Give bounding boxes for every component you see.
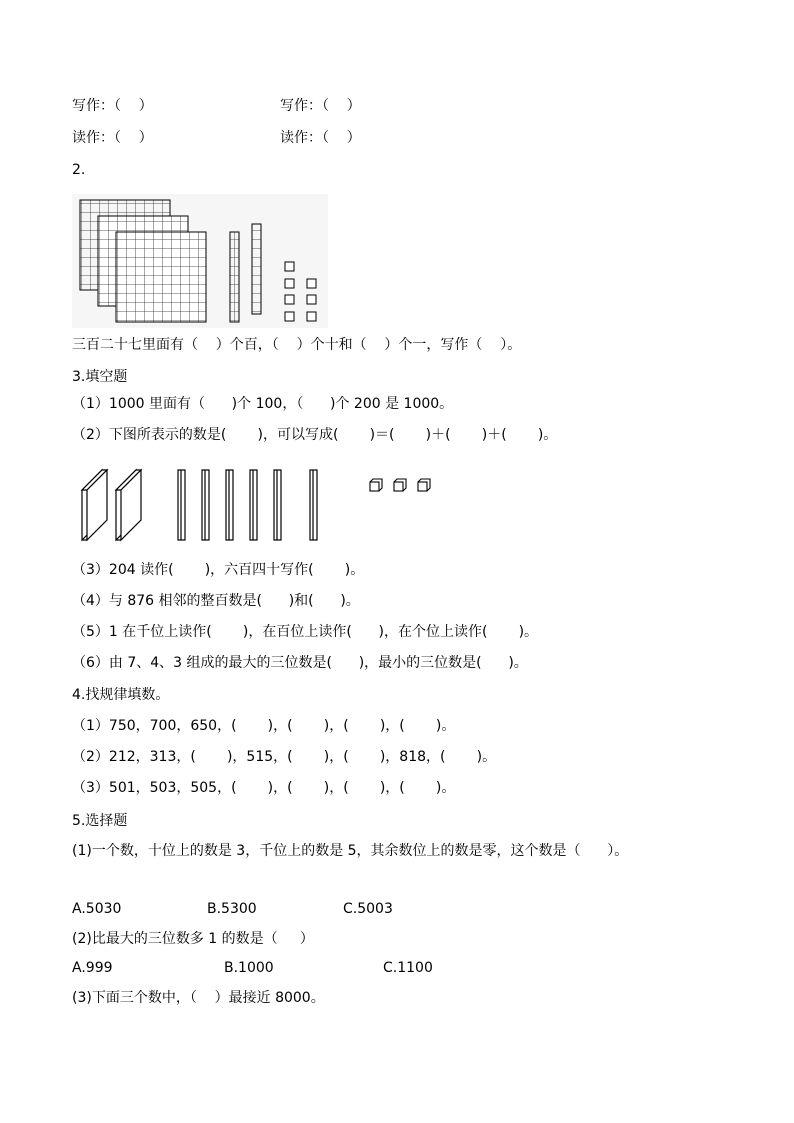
q5-2-option-c: C.1100 (383, 960, 433, 976)
question-4-title: 4.找规律填数。 (72, 687, 170, 703)
read-line-a: 读作：（ ） (72, 130, 153, 146)
q5-1-option-b: B.5300 (207, 901, 257, 917)
question-3-3: （3）204 读作( )，六百四十写作( )。 (72, 562, 365, 578)
question-4-2: （2）212，313，( )，515，( )，( )，818，( )。 (72, 749, 497, 765)
question-4-1: （1）750，700，650，( )，( )，( )，( )。 (72, 718, 456, 734)
unit-cubes (370, 479, 430, 491)
ten-rod-2 (252, 224, 261, 314)
question-4-3: （3）501，503，505，( )，( )，( )，( )。 (72, 780, 456, 796)
hundred-flat-3 (116, 232, 206, 322)
question-5-1: (1)一个数，十位上的数是 3，千位上的数是 5，其余数位上的数是零，这个数是（ ）。 (72, 843, 629, 859)
question-3-2: （2）下图所表示的数是( )，可以写成( )＝( )＋( )＋( )。 (72, 427, 558, 443)
question-5-2: (2)比最大的三位数多 1 的数是（ ） (72, 931, 314, 947)
ten-rod-1 (230, 232, 239, 322)
question-3-1: （1）1000 里面有（ )个 100，（ )个 200 是 1000。 (72, 396, 454, 412)
question-5-title: 5.选择题 (72, 813, 128, 829)
q5-1-option-c: C.5003 (343, 901, 393, 917)
q5-1-option-a: A.5030 (72, 901, 122, 917)
flat-block-2 (116, 470, 141, 540)
q5-2-option-b: B.1000 (224, 960, 274, 976)
question-3-5: （5）1 在千位上读作( )，在百位上读作( )，在个位上读作( )。 (72, 624, 539, 640)
flat-block-1 (82, 470, 107, 540)
question-5-3: (3)下面三个数中，（ ）最接近 8000。 (72, 990, 325, 1006)
base-ten-blocks-figure (72, 194, 328, 328)
rod-blocks (178, 470, 317, 540)
question-2-number: 2. (72, 162, 86, 178)
question-3-4: （4）与 876 相邻的整百数是( )和( )。 (72, 593, 360, 609)
read-line-b: 读作：（ ） (280, 130, 361, 146)
question-2-text: 三百二十七里面有（ ）个百，（ ）个十和（ ）个一，写作（ ）。 (72, 337, 522, 353)
question-3-title: 3.填空题 (72, 369, 128, 385)
place-value-blocks-figure (78, 466, 448, 546)
write-line-a: 写作：（ ） (72, 98, 153, 114)
q5-2-option-a: A.999 (72, 960, 113, 976)
question-3-6: （6）由 7、4、3 组成的最大的三位数是( )，最小的三位数是( )。 (72, 655, 528, 671)
write-line-b: 写作：（ ） (280, 98, 361, 114)
